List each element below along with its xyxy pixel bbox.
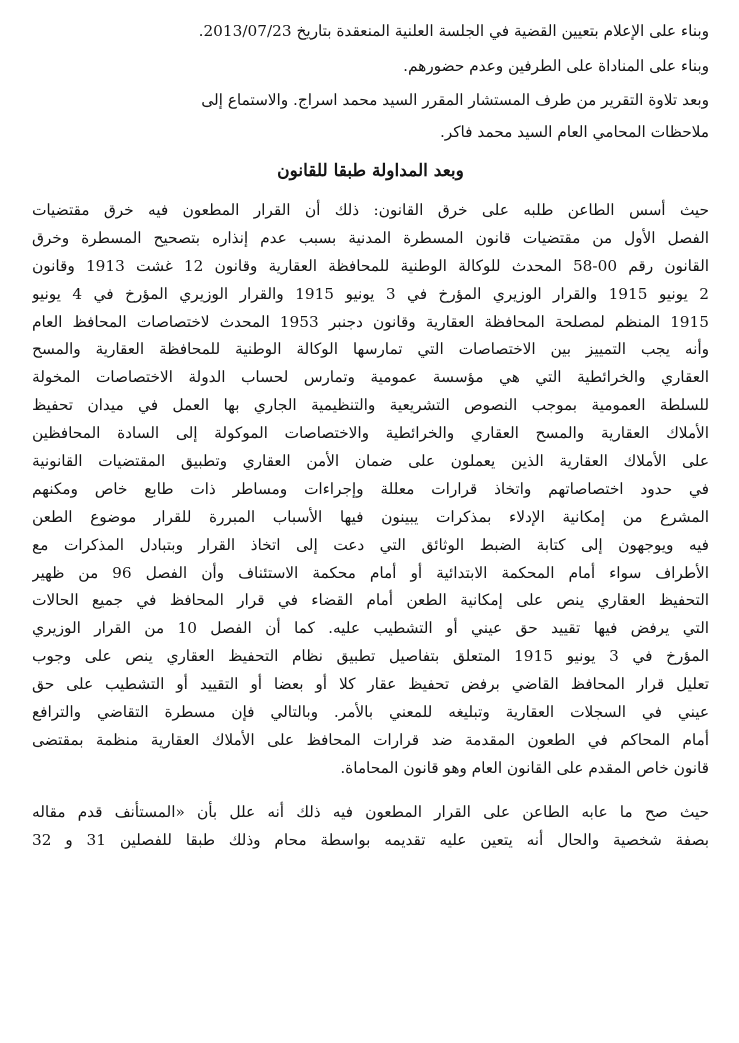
- text-line: الأملاك العقارية والمسح العقاري والخرائطية والاختصاصات الموكولة إلى السادة المحافظين: [32, 424, 709, 443]
- text-line: فيه ويوجهون إلى كتابة الضبط الوثائق التي دعت إلى اتخاذ القرار وبتبادل المذكرات مع: [32, 535, 709, 554]
- intro-section: [32, 18, 709, 145]
- paragraph-2: [32, 799, 709, 855]
- intro-line-1: وبناء على الإعلام بتعيين القضية في الجلسة العلنية المنعقدة بتاريخ 2013/07/23.: [198, 22, 709, 40]
- text-line: أمام المحاكم في الطعون المقدمة ضد قرارات المحافظ على الأملاك العقارية منظمة بمقتضى: [32, 730, 709, 749]
- intro-line-2: وبناء على المناداة على الطرفين وعدم حضورهم.: [403, 56, 709, 75]
- text-line: المؤرخ في 3 يونيو 1915 المتعلق بتفاصيل تطبيق نظام التحفيظ العقاري ينص على وجوب: [32, 647, 709, 666]
- text-line-last: قانون خاص المقدم على القانون العام وهو قانون المحاماة.: [340, 758, 709, 777]
- text-line: للسلطة العمومية بموجب النصوص التشريعية والتنظيمية الجاري بها العمل في ميدان تحفيظ: [32, 396, 709, 415]
- text-line: المشرع من إمكانية الإدلاء بمذكرات يبينون فيها الأسباب المبررة للقرار موضوع الطعن: [32, 507, 709, 526]
- text-line: العقاري والخرائطية التي هي مؤسسة عمومية وتمارس لحساب الدولة الاختصاصات المخولة: [32, 368, 709, 387]
- text-line: حيث صح ما عابه الطاعن على القرار المطعون فيه ذلك أنه علل بأن «المستأنف قدم مقاله: [32, 802, 709, 821]
- paragraph-1: [32, 197, 709, 783]
- text-line: التي يرفض فيها تقييد حق عيني أو التشطيب عليه. كما أن الفصل 10 من القرار الوزيري: [32, 619, 709, 638]
- text-line: التحفيظ العقاري ينص على إمكانية الطعن أمام القضاء في قرار المحافظ في جميع الحالات: [32, 591, 709, 610]
- text-line: بصفة شخصية والحال أنه يتعين عليه تقديمه بواسطة محام وذلك طبقا للفصلين 31 و 32: [32, 830, 709, 849]
- text-line: القانون رقم 00-58 المحدث للوكالة الوطنية للمحافظة العقارية وقانون 12 غشت 1913 وقانون: [32, 256, 709, 275]
- deliberation-heading: وبعد المداولة طبقا للقانون: [277, 161, 464, 181]
- text-line: وأنه يجب التمييز بين الاختصاصات التي تمارسها الوكالة الوطنية للمحافظة العقارية والمسح: [32, 340, 709, 359]
- text-line: 1915 المنظم لمصلحة المحافظة العقارية وقانون دجنبر 1953 المحدث لاختصاصات المحافظ العام: [32, 312, 709, 331]
- intro-line-3: وبعد تلاوة التقرير من طرف المستشار المقرر السيد محمد اسراج. والاستماع إلى: [201, 91, 709, 109]
- text-line: الفصل الأول من مقتضيات قانون المسطرة المدنية بسبب عدم إنذاره بتصحيح المسطرة وخرق: [32, 228, 709, 247]
- paragraph-gap: [32, 783, 709, 799]
- text-line: 2 يونيو 1915 والقرار الوزيري المؤرخ في 3 يونيو 1915 والقرار الوزيري المؤرخ في 4 يونيو: [32, 284, 709, 303]
- text-line: عيني في السجلات العقارية وتبليغه للمعني بالأمر. وبالتالي فإن مسطرة التقاضي والترافع: [32, 703, 709, 722]
- intro-line-4: ملاحظات المحامي العام السيد محمد فاكر.: [439, 123, 709, 141]
- text-line: تعليل قرار المحافظ القاضي برفض تحفيظ عقار كلا أو بعضا أو التقييد أو التشطيب على حق: [32, 675, 709, 694]
- text-line: في حدود اختصاصاتهم واتخاذ قرارات معللة وإجراءات ومساطر ذات طابع خاص ومكنهم: [32, 479, 709, 498]
- text-line: حيث أسس الطاعن طلبه على خرق القانون: ذلك أن القرار المطعون فيه خرق مقتضيات: [32, 201, 709, 219]
- text-line: الأطراف سواء أمام المحكمة الابتدائية أو أمام محكمة الاستئناف وأن الفصل 96 من ظهير: [32, 563, 709, 582]
- text-line: على الأملاك العقارية الذين يعملون على ضمان الأمن العقاري وتطبيق المقتضيات القانونية: [32, 452, 709, 471]
